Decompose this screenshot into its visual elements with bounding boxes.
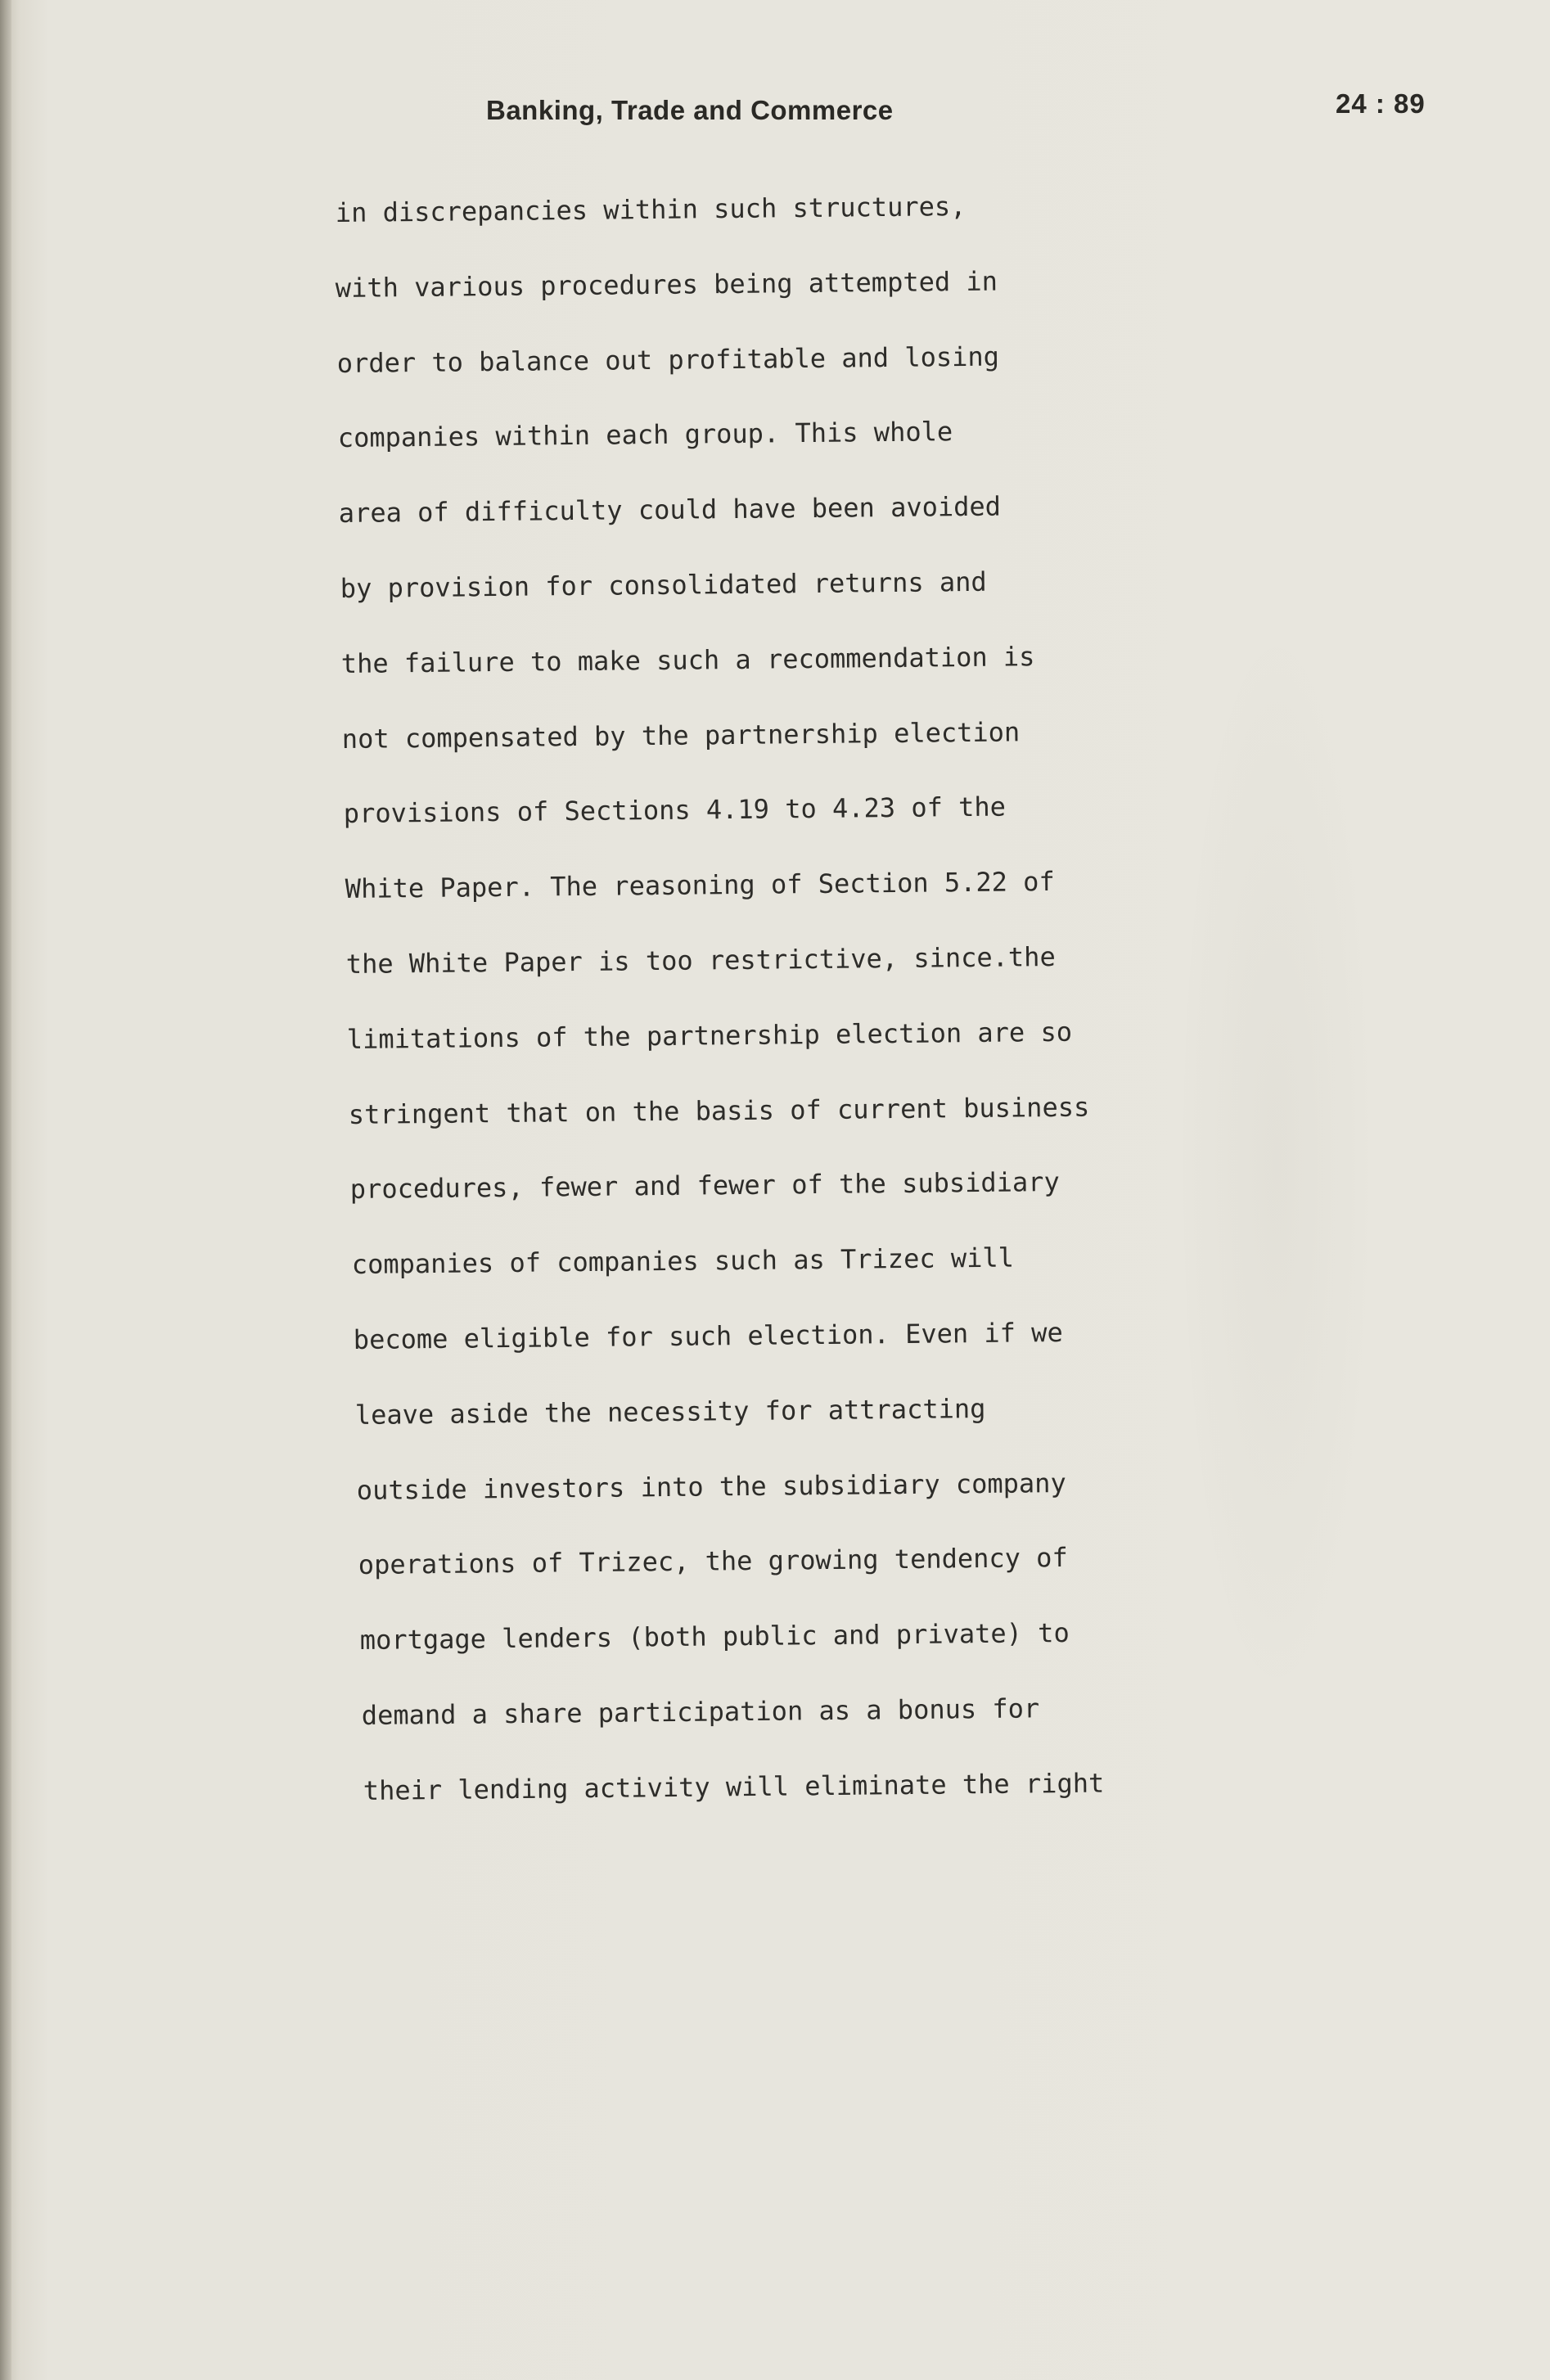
- text-line: become eligible for such election. Even if we: [353, 1316, 1063, 1355]
- text-line: stringent that on the basis of current business: [348, 1091, 1090, 1130]
- text-line: in discrepancies within such structures,: [335, 190, 966, 228]
- text-line: area of difficulty could have been avoided: [338, 490, 1002, 530]
- text-line: outside investors into the subsidiary company: [356, 1467, 1066, 1506]
- body-text: [336, 190, 1154, 1843]
- text-line: their lending activity will eliminate the right: [363, 1767, 1105, 1806]
- show-through-shadow: [1178, 622, 1375, 1702]
- text-line: by provision for consolidated returns and: [340, 566, 987, 604]
- running-title: Banking, Trade and Commerce: [486, 95, 894, 125]
- text-line: companies within each group. This whole: [337, 416, 953, 454]
- text-line: not compensated by the partnership election: [341, 715, 1021, 755]
- text-line: provisions of Sections 4.19 to 4.23 of the: [343, 791, 1007, 830]
- text-line: demand a share participation as a bonus for: [361, 1693, 1040, 1731]
- text-line: the failure to make such a recommendation is: [340, 640, 1035, 679]
- text-line: limitations of the partnership election are so: [346, 1016, 1073, 1055]
- text-line: mortgage lenders (both public and private) to: [359, 1617, 1070, 1657]
- text-line: procedures, fewer and fewer of the subsidiary: [349, 1166, 1060, 1206]
- text-line: companies of companies such as Trizec will: [351, 1242, 1015, 1281]
- text-line: White Paper. The reasoning of Section 5.22 of: [345, 866, 1055, 905]
- text-line: with various procedures being attempted in: [335, 265, 998, 304]
- text-line: operations of Trizec, the growing tendency of: [358, 1542, 1068, 1581]
- text-line: the White Paper is too restrictive, since.the: [345, 940, 1056, 980]
- text-line: order to balance out profitable and losing: [336, 340, 1000, 379]
- running-header: [0, 88, 1550, 129]
- binding-edge: [0, 0, 11, 2380]
- text-line: leave aside the necessity for attracting: [354, 1392, 986, 1431]
- page-number: 24 : 89: [1336, 88, 1426, 119]
